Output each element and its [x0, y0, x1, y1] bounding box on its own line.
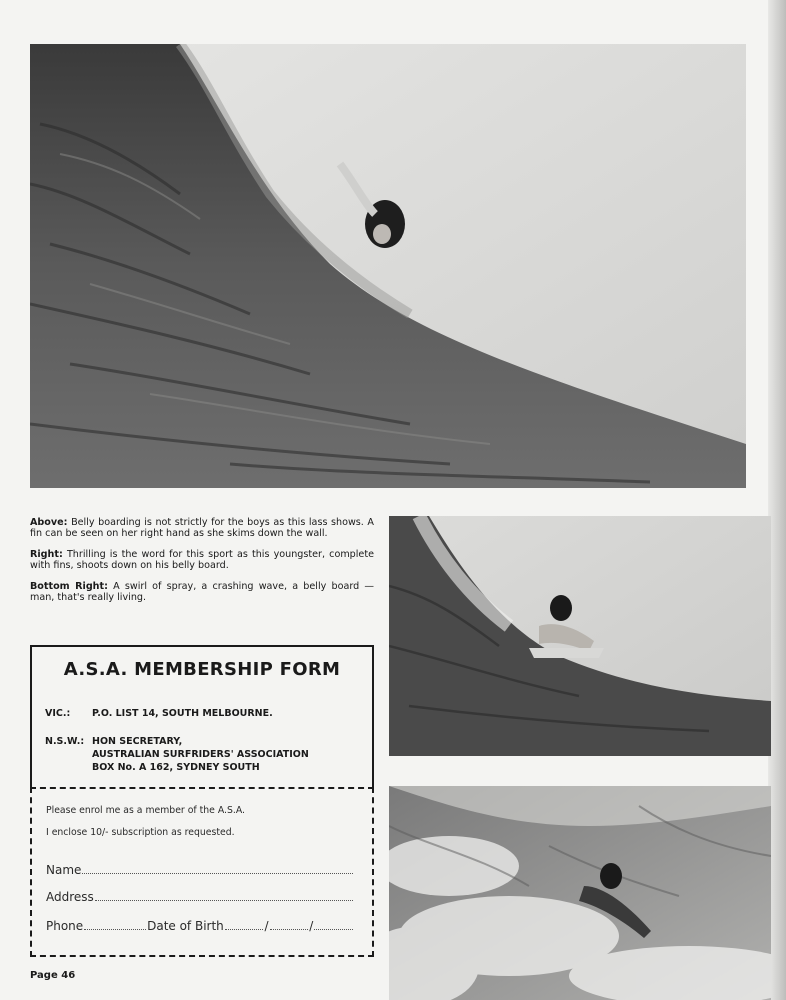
caption-bottom-right-label: Bottom Right:	[30, 581, 108, 592]
name-label: Name	[46, 863, 82, 877]
phone-label: Phone	[46, 919, 84, 933]
photo-swirl-of-spray	[389, 786, 771, 1000]
caption-bottom-right	[30, 581, 374, 603]
vic-address: P.O. LIST 14, SOUTH MELBOURNE.	[92, 708, 273, 719]
phone-dotted-line[interactable]	[84, 928, 146, 930]
name-dotted-line[interactable]	[82, 872, 353, 874]
address-field[interactable]	[46, 890, 354, 904]
phone-dob-field[interactable]	[46, 919, 354, 933]
wave-photo-bottom	[389, 786, 771, 1000]
address-label: Address	[46, 890, 94, 904]
address-dotted-line[interactable]	[95, 899, 353, 901]
caption-above-label: Above:	[30, 517, 68, 528]
photo-captions	[30, 517, 374, 613]
dob-day-line[interactable]	[225, 928, 264, 930]
caption-right	[30, 549, 374, 571]
wave-photo-right	[389, 516, 771, 756]
caption-above	[30, 517, 374, 539]
nsw-address	[92, 735, 372, 774]
vic-label: VIC.:	[45, 708, 71, 719]
enrol-text: Please enrol me as a member of the A.S.A.	[46, 805, 245, 816]
dob-year-line[interactable]	[314, 928, 353, 930]
nsw-line-1: HON SECRETARY,	[92, 736, 183, 747]
caption-right-label: Right:	[30, 549, 63, 560]
nsw-line-3: BOX No. A 162, SYDNEY SOUTH	[92, 762, 260, 773]
dob-separator-1: /	[264, 919, 269, 933]
nsw-line-2: AUSTRALIAN SURFRIDERS' ASSOCIATION	[92, 749, 309, 760]
nsw-label: N.S.W.:	[45, 736, 85, 747]
form-title: A.S.A. MEMBERSHIP FORM	[63, 659, 341, 680]
dob-label: Date of Birth	[147, 919, 224, 933]
caption-bottom-right-text: A swirl of spray, a crashing wave, a belly board — man, that's really living.	[30, 581, 374, 603]
dob-month-line[interactable]	[270, 928, 309, 930]
photo-girl-belly-boarding	[30, 44, 746, 488]
page-number: Page 46	[30, 970, 76, 981]
dob-separator-2: /	[309, 919, 314, 933]
membership-form	[30, 645, 374, 958]
caption-right-text: Thrilling is the word for this sport as this youngster, complete with fins, shoots down on his belly board.	[30, 549, 374, 571]
name-field[interactable]	[46, 863, 354, 877]
photo-youngster-belly-board	[389, 516, 771, 756]
enclose-text: I enclose 10/- subscription as requested.	[46, 827, 235, 838]
caption-above-text: Belly boarding is not strictly for the boys as this lass shows. A fin can be seen on her right hand as she skims down the wall.	[30, 517, 374, 539]
wave-photo-top	[30, 44, 746, 488]
